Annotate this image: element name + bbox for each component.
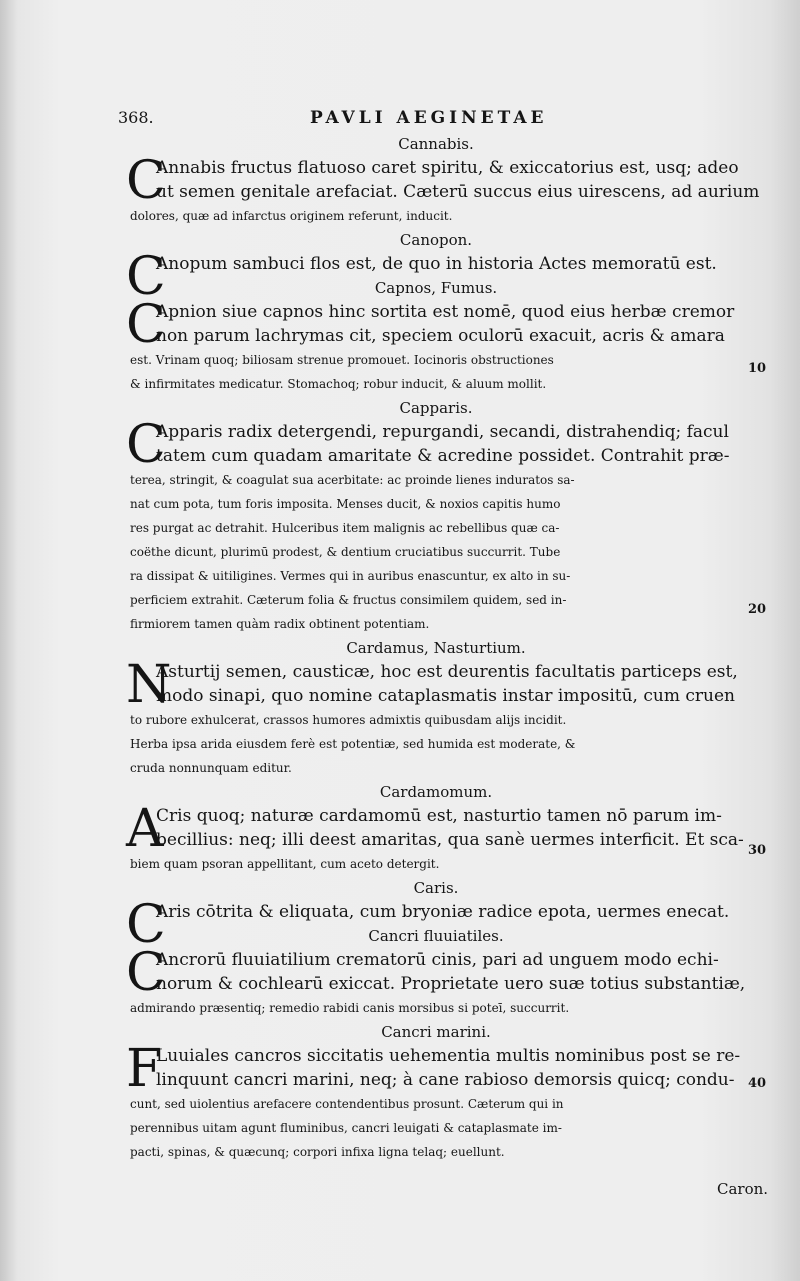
text-line: norum & cochlearū exiccat. Proprietate uero suæ totius substantiæ, xyxy=(156,974,746,994)
entry-paragraph xyxy=(126,799,750,876)
drop-initial: F xyxy=(126,1039,163,1099)
drop-initial: C xyxy=(126,151,166,211)
text-line: Ancrorū fluuiatilium crematorū cinis, pari ad unguem modo echi- xyxy=(156,950,719,970)
text-line: terea, stringit, & coagulat sua acerbitate: ac proinde lienes induratos sa- xyxy=(130,473,575,487)
text-line: Apparis radix detergendi, repurgandi, secandi, distrahendiq; facul xyxy=(156,422,729,442)
text-line: cunt, sed uiolentius arefacere contendentibus prosunt. Cæterum qui in xyxy=(130,1097,564,1111)
entry-heading: Capparis. xyxy=(399,399,473,417)
text-line: res purgat ac detrahit. Hulceribus item malignis ac rebellibus quæ ca- xyxy=(130,521,560,535)
line-number-10: 10 xyxy=(748,361,767,376)
entry-paragraph xyxy=(126,295,750,396)
text-line: Aris cōtrita & eliquata, cum bryoniæ radice epota, uermes enecat. xyxy=(156,902,730,922)
entry-heading: Cannabis. xyxy=(398,135,474,153)
text-line: Annabis fructus flatuoso caret spiritu, & exiccatorius est, usq; adeo xyxy=(156,158,739,178)
drop-initial: C xyxy=(126,247,166,307)
text-line: cruda nonnunquam editur. xyxy=(130,761,292,775)
entry-paragraph xyxy=(126,943,750,1020)
drop-initial: N xyxy=(126,655,172,715)
text-line: non parum lachrymas cit, speciem oculorū exacuit, acris & amara xyxy=(156,326,725,346)
drop-initial: A xyxy=(126,799,164,859)
text-line: Luuiales cancros siccitatis uehementia multis nominibus post se re- xyxy=(156,1046,741,1066)
text-line: perficiem extrahit. Cæterum folia & fructus consimilem quidem, sed in- xyxy=(130,593,567,607)
entry-heading: Cardamomum. xyxy=(379,783,493,801)
line-number-40: 40 xyxy=(748,1076,767,1091)
entry-paragraph xyxy=(126,655,750,780)
drop-initial: C xyxy=(126,295,166,355)
line-number-20: 20 xyxy=(748,602,767,617)
entry-heading: Caris. xyxy=(413,879,459,897)
text-line: ra dissipat & uitiligines. Vermes qui in auribus enascuntur, ex alto in su- xyxy=(130,569,571,583)
drop-initial: C xyxy=(126,415,166,475)
entry-heading: Cardamus, Nasturtium. xyxy=(346,639,526,657)
drop-initial: C xyxy=(126,943,166,1003)
text-line: admirando præsentiq; remedio rabidi canis morsibus si poteī, succurrit. xyxy=(130,1001,570,1015)
text-line: est. Vrinam quoq; biliosam strenue promouet. Iocinoris obstructiones xyxy=(130,353,554,367)
text-line: dolores, quæ ad infarctus originem referunt, inducit. xyxy=(130,209,453,223)
text-line: biem quam psoran appellitant, cum aceto detergit. xyxy=(130,857,440,871)
entry-paragraph xyxy=(126,415,750,636)
text-line: Apnion siue capnos hinc sortita est nomē, quod eius herbæ cremor xyxy=(156,302,735,322)
text-line: pacti, spinas, & quæcunq; corpori infixa ligna telaq; euellunt. xyxy=(130,1145,505,1159)
text-line: firmiorem tamen quàm radix obtinent potentiam. xyxy=(130,617,430,631)
entry-heading: Capnos, Fumus. xyxy=(374,279,498,297)
running-head: PAVLI AEGINETAE xyxy=(310,108,548,128)
text-line: to rubore exhulcerat, crassos humores admixtis quibusdam alijs incidit. xyxy=(130,713,567,727)
text-line: becillius: neq; illi deest amaritas, qua sanè uermes interficit. Et sca- xyxy=(156,830,744,850)
folio-number: 368. xyxy=(118,108,154,127)
entry-paragraph xyxy=(126,1039,750,1164)
text-line: Cris quoq; naturæ cardamomū est, nasturtio tamen nō parum im- xyxy=(156,806,722,826)
entry-heading: Canopon. xyxy=(399,231,473,249)
page-header xyxy=(118,108,758,134)
catchword: Caron. xyxy=(717,1180,769,1198)
entry-heading: Cancri marini. xyxy=(381,1023,491,1041)
text-line: Herba ipsa arida eiusdem ferè est potentiæ, sed humida est moderate, & xyxy=(130,737,576,751)
line-number-30: 30 xyxy=(748,843,767,858)
text-line: modo sinapi, quo nomine cataplasmatis instar impositū, cum cruen xyxy=(156,686,735,706)
text-line: nat cum pota, tum foris imposita. Menses ducit, & noxios capitis humo xyxy=(130,497,561,511)
text-line: Asturtij semen, causticæ, hoc est deurentis facultatis particeps est, xyxy=(156,662,738,682)
text-line: tatem cum quadam amaritate & acredine possidet. Contrahit præ- xyxy=(156,446,730,466)
entry-paragraph xyxy=(126,151,760,228)
text-line: & infirmitates medicatur. Stomachoq; robur inducit, & aluum mollit. xyxy=(130,377,547,391)
text-line: ut semen genitale arefaciat. Cæterū succus eius uirescens, ad aurium xyxy=(156,182,760,202)
text-line: linquunt cancri marini, neq; à cane rabioso demorsis quicq; condu- xyxy=(156,1070,735,1090)
drop-initial: C xyxy=(126,895,166,955)
text-line: coëthe dicunt, plurimū prodest, & dentium cruciatibus succurrit. Tube xyxy=(130,545,561,559)
entry-heading: Cancri fluuiatiles. xyxy=(368,927,504,945)
text-line: perennibus uitam agunt fluminibus, cancri leuigati & cataplasmate im- xyxy=(130,1121,562,1135)
text-line: Anopum sambuci flos est, de quo in historia Actes memoratū est. xyxy=(156,254,717,274)
